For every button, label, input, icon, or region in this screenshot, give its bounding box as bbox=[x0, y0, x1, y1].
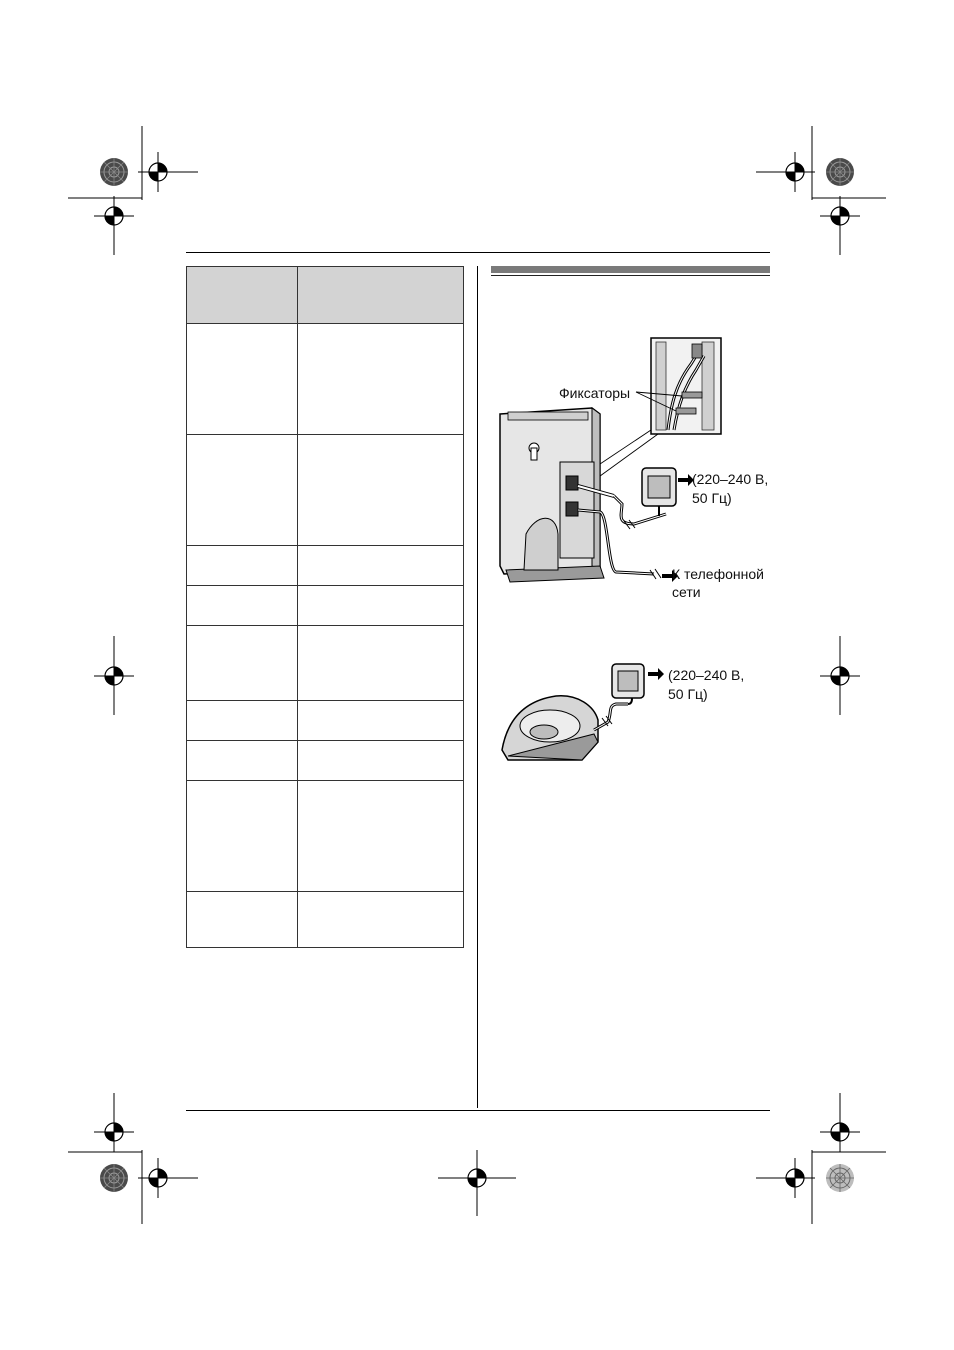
info-table bbox=[186, 266, 464, 948]
table-row bbox=[187, 700, 463, 741]
footer-rule bbox=[186, 1110, 770, 1111]
table-row bbox=[187, 585, 463, 626]
section-heading-bar bbox=[491, 266, 770, 273]
table-row bbox=[187, 780, 463, 892]
label-power-charger: (220–240 В, 50 Гц) bbox=[668, 667, 745, 702]
table-row bbox=[187, 625, 463, 701]
charger-illustration bbox=[498, 660, 678, 770]
table-row bbox=[187, 545, 463, 586]
table-row bbox=[187, 434, 463, 546]
label-phone-line-1: К телефонной bbox=[672, 566, 764, 582]
label-phone-line-2: сети bbox=[672, 584, 701, 600]
table-row bbox=[187, 740, 463, 781]
table-row bbox=[187, 323, 463, 435]
label-latches: Фиксаторы bbox=[559, 385, 631, 401]
table-column-divider bbox=[297, 267, 298, 947]
label-power-base: (220–240 В, 50 Гц) bbox=[692, 471, 769, 506]
base-unit-illustration bbox=[496, 334, 776, 604]
table-row bbox=[187, 891, 463, 948]
column-divider bbox=[477, 266, 478, 1108]
table-header-row bbox=[187, 267, 463, 323]
section-heading-underline bbox=[491, 275, 770, 276]
header-rule bbox=[186, 252, 770, 253]
